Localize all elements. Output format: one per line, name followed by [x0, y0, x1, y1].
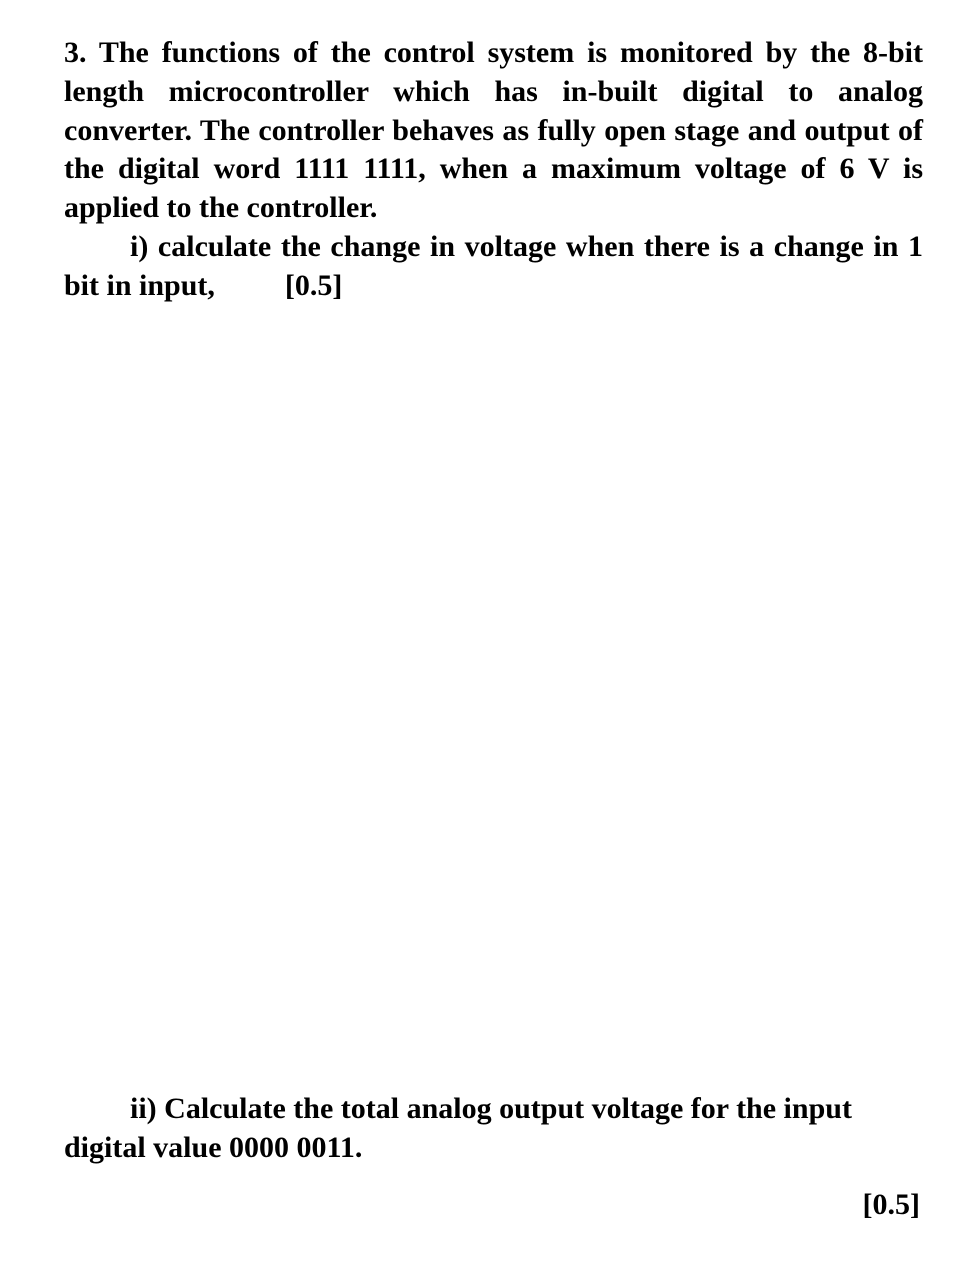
part-ii-marks: [0.5]	[862, 1188, 920, 1221]
part-i-text: i) calculate the change in voltage when there is a change in 1 bit in input,	[64, 230, 923, 302]
part-ii-question: ii) Calculate the total analog output voltage for the input digital value 0000 0011.	[64, 1092, 852, 1164]
answer-space-part-i	[64, 310, 923, 1080]
question-stem: 3. The functions of the control system is monitored by the 8-bit length microcontroller which has in-built digital to analog converter. The controller behaves as fully open stage and output of the digital word 1111 1111, when a maximum voltage of 6 V is applied to the controller.	[64, 36, 923, 225]
part-i-question	[64, 228, 923, 306]
part-i-marks: [0.5]	[284, 268, 343, 302]
